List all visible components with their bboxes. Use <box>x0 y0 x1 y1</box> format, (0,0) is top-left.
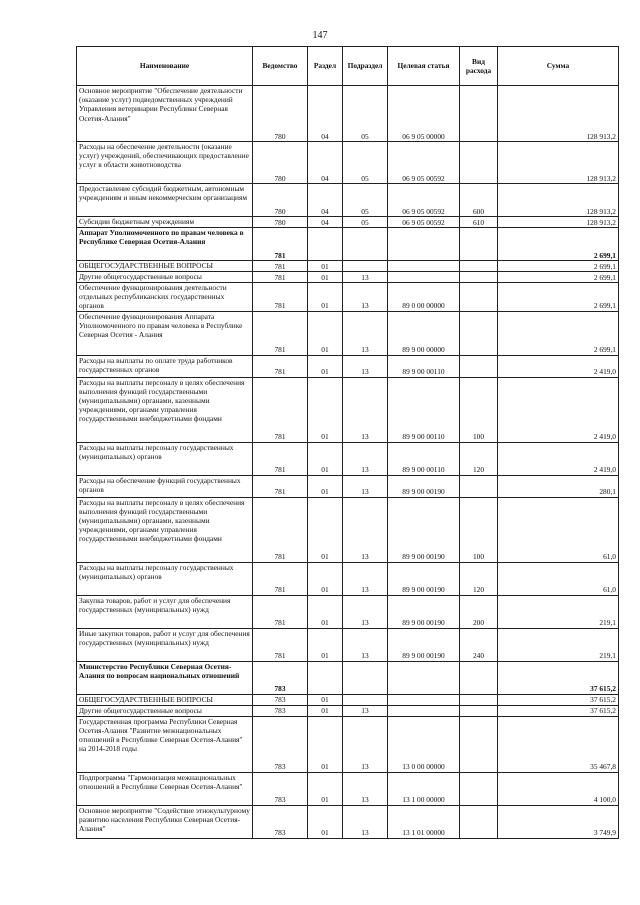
cell-section: 01 <box>308 705 343 716</box>
cell-dept: 781 <box>253 595 308 628</box>
cell-exp: 120 <box>460 562 498 595</box>
cell-exp <box>460 355 498 377</box>
cell-exp <box>460 142 498 184</box>
cell-sum: 219,1 <box>498 628 619 661</box>
cell-subsection <box>343 661 388 694</box>
cell-subsection: 13 <box>343 772 388 805</box>
cell-name: Расходы на выплаты по оплате труда работников государственных органов <box>77 355 253 377</box>
cell-sum: 219,1 <box>498 595 619 628</box>
cell-sum: 61,0 <box>498 562 619 595</box>
table-row <box>77 355 619 377</box>
cell-dept: 781 <box>253 442 308 475</box>
cell-item: 89 9 00 00000 <box>388 311 460 355</box>
cell-subsection: 13 <box>343 311 388 355</box>
cell-dept: 783 <box>253 805 308 838</box>
cell-item <box>388 272 460 283</box>
cell-item: 13 1 01 00000 <box>388 805 460 838</box>
header-section: Раздел <box>308 47 343 86</box>
cell-dept: 781 <box>253 377 308 442</box>
cell-dept: 781 <box>253 628 308 661</box>
table-row <box>77 217 619 228</box>
cell-subsection <box>343 261 388 272</box>
cell-sum: 2 699,1 <box>498 272 619 283</box>
cell-sum: 37 615,2 <box>498 694 619 705</box>
cell-name: Расходы на обеспечение деятельности (оказание услуг) учреждений, обеспечивающих предоставление услуг в области животноводства <box>77 142 253 184</box>
table-row <box>77 442 619 475</box>
cell-exp <box>460 694 498 705</box>
table-row <box>77 497 619 562</box>
cell-exp: 120 <box>460 442 498 475</box>
cell-section: 01 <box>308 311 343 355</box>
cell-name: Государственная программа Республики Северная Осетия-Алания "Развитие межнациональных отношений в Республике Северная Осетия-Алания" на 2014-2018 годы <box>77 716 253 772</box>
cell-dept: 780 <box>253 86 308 142</box>
cell-sum: 37 615,2 <box>498 661 619 694</box>
cell-subsection: 13 <box>343 805 388 838</box>
cell-subsection: 13 <box>343 475 388 497</box>
cell-item: 89 9 00 00190 <box>388 628 460 661</box>
cell-name: Обеспечение функционирования деятельности отдельных республиканских государственных органов <box>77 283 253 312</box>
cell-item <box>388 261 460 272</box>
cell-item: 89 9 00 00190 <box>388 595 460 628</box>
cell-sum: 2 419,0 <box>498 355 619 377</box>
cell-exp <box>460 228 498 261</box>
cell-exp <box>460 311 498 355</box>
cell-exp <box>460 705 498 716</box>
table-row <box>77 311 619 355</box>
cell-item: 06 9 05 00592 <box>388 184 460 217</box>
cell-section <box>308 228 343 261</box>
cell-section: 01 <box>308 283 343 312</box>
header-item: Целевая статья <box>388 47 460 86</box>
cell-item: 13 0 00 00000 <box>388 716 460 772</box>
cell-name: Расходы на обеспечение функций государственных органов <box>77 475 253 497</box>
cell-section: 01 <box>308 261 343 272</box>
cell-name: Расходы на выплаты персоналу в целях обеспечения выполнения функций государственными (муниципальными) органами, казенными учреждениями, органами управления государственными внебюджетными фондами <box>77 377 253 442</box>
table-row <box>77 705 619 716</box>
cell-dept: 781 <box>253 355 308 377</box>
header-name: Наименование <box>77 47 253 86</box>
cell-subsection: 13 <box>343 272 388 283</box>
cell-section: 01 <box>308 628 343 661</box>
cell-sum: 37 615,2 <box>498 705 619 716</box>
cell-item: 89 9 00 00190 <box>388 497 460 562</box>
cell-name: Другие общегосударственные вопросы <box>77 705 253 716</box>
cell-exp: 100 <box>460 497 498 562</box>
table-row <box>77 228 619 261</box>
cell-item: 06 9 05 00000 <box>388 86 460 142</box>
cell-name: Расходы на выплаты персоналу государственных (муниципальных) органов <box>77 562 253 595</box>
cell-name: Министерство Республики Северная Осетия-Алания по вопросам национальных отношений <box>77 661 253 694</box>
table-row <box>77 595 619 628</box>
cell-name: Основное мероприятие "Содействие этнокультурному развитию населения Республики Северная Осетия-Алания" <box>77 805 253 838</box>
table-row <box>77 628 619 661</box>
cell-name: Подпрограмма "Гармонизация межнациональных отношений в Республике Северная Осетия-Алания" <box>77 772 253 805</box>
cell-sum: 128 913,2 <box>498 184 619 217</box>
cell-item <box>388 228 460 261</box>
table-row <box>77 716 619 772</box>
cell-subsection: 13 <box>343 355 388 377</box>
cell-sum: 2 419,0 <box>498 442 619 475</box>
cell-subsection: 13 <box>343 283 388 312</box>
cell-exp: 200 <box>460 595 498 628</box>
cell-dept: 781 <box>253 228 308 261</box>
table-row <box>77 86 619 142</box>
cell-item: 89 0 00 00000 <box>388 283 460 312</box>
cell-sum: 4 100,0 <box>498 772 619 805</box>
header-sum: Сумма <box>498 47 619 86</box>
cell-name: Иные закупки товаров, работ и услуг для обеспечения государственных (муниципальных) нужд <box>77 628 253 661</box>
cell-section: 04 <box>308 142 343 184</box>
cell-item: 89 9 00 00110 <box>388 442 460 475</box>
cell-dept: 781 <box>253 261 308 272</box>
cell-sum: 280,1 <box>498 475 619 497</box>
cell-section: 04 <box>308 86 343 142</box>
cell-sum: 128 913,2 <box>498 217 619 228</box>
cell-subsection: 13 <box>343 497 388 562</box>
header-dept: Ведомство <box>253 47 308 86</box>
cell-item: 06 9 05 00592 <box>388 217 460 228</box>
cell-name: ОБЩЕГОСУДАРСТВЕННЫЕ ВОПРОСЫ <box>77 694 253 705</box>
table-row <box>77 142 619 184</box>
cell-subsection: 13 <box>343 628 388 661</box>
cell-exp <box>460 261 498 272</box>
cell-sum: 2 699,1 <box>498 311 619 355</box>
cell-item <box>388 661 460 694</box>
cell-subsection <box>343 228 388 261</box>
cell-item <box>388 705 460 716</box>
page-number: 147 <box>312 30 328 41</box>
cell-section: 01 <box>308 475 343 497</box>
header-exp: Вид расхода <box>460 47 498 86</box>
table-row <box>77 184 619 217</box>
header-row <box>77 47 619 86</box>
cell-name: Аппарат Уполномоченного по правам человека в Республике Северная Осетия-Алания <box>77 228 253 261</box>
cell-section: 04 <box>308 184 343 217</box>
cell-subsection: 05 <box>343 86 388 142</box>
cell-item: 06 9 05 00592 <box>388 142 460 184</box>
cell-section: 01 <box>308 694 343 705</box>
cell-dept: 781 <box>253 272 308 283</box>
cell-name: Обеспечение функционирования Аппарата Уполномоченного по правам человека в Республике Северная Осетия - Алания <box>77 311 253 355</box>
cell-dept: 780 <box>253 142 308 184</box>
cell-section: 01 <box>308 805 343 838</box>
cell-section: 01 <box>308 377 343 442</box>
cell-dept: 780 <box>253 184 308 217</box>
cell-name: Расходы на выплаты персоналу в целях обеспечения выполнения функций государственными (муниципальными) органами, казенными учреждениями, органами управления государственными внебюджетными фондами <box>77 497 253 562</box>
table-row <box>77 562 619 595</box>
cell-sum: 61,0 <box>498 497 619 562</box>
cell-dept: 781 <box>253 497 308 562</box>
cell-dept: 781 <box>253 475 308 497</box>
table-row <box>77 661 619 694</box>
cell-section: 01 <box>308 272 343 283</box>
cell-exp <box>460 716 498 772</box>
cell-exp <box>460 475 498 497</box>
table-row <box>77 283 619 312</box>
cell-section: 01 <box>308 772 343 805</box>
cell-item: 89 9 00 00110 <box>388 355 460 377</box>
cell-name: ОБЩЕГОСУДАРСТВЕННЫЕ ВОПРОСЫ <box>77 261 253 272</box>
cell-exp <box>460 772 498 805</box>
table-row <box>77 805 619 838</box>
cell-section: 01 <box>308 442 343 475</box>
cell-subsection: 05 <box>343 184 388 217</box>
cell-dept: 783 <box>253 694 308 705</box>
cell-sum: 2 699,1 <box>498 261 619 272</box>
cell-item: 89 9 00 00190 <box>388 562 460 595</box>
cell-section: 01 <box>308 716 343 772</box>
cell-subsection: 13 <box>343 562 388 595</box>
cell-subsection: 13 <box>343 705 388 716</box>
header-subsection: Подраздел <box>343 47 388 86</box>
cell-subsection: 13 <box>343 377 388 442</box>
cell-exp <box>460 805 498 838</box>
cell-subsection: 05 <box>343 142 388 184</box>
cell-item: 89 9 00 00110 <box>388 377 460 442</box>
budget-table <box>76 46 619 839</box>
cell-subsection <box>343 694 388 705</box>
cell-sum: 128 913,2 <box>498 86 619 142</box>
table-row <box>77 772 619 805</box>
cell-exp <box>460 283 498 312</box>
cell-exp <box>460 272 498 283</box>
cell-dept: 781 <box>253 562 308 595</box>
cell-sum: 3 749,9 <box>498 805 619 838</box>
cell-name: Закупка товаров, работ и услуг для обеспечения государственных (муниципальных) нужд <box>77 595 253 628</box>
cell-section: 01 <box>308 355 343 377</box>
cell-name: Другие общегосударственные вопросы <box>77 272 253 283</box>
cell-dept: 783 <box>253 705 308 716</box>
cell-dept: 783 <box>253 716 308 772</box>
cell-subsection: 05 <box>343 217 388 228</box>
cell-exp: 240 <box>460 628 498 661</box>
cell-item: 13 1 00 00000 <box>388 772 460 805</box>
cell-exp: 100 <box>460 377 498 442</box>
cell-section: 01 <box>308 497 343 562</box>
cell-sum: 128 913,2 <box>498 142 619 184</box>
cell-sum: 2 699,1 <box>498 283 619 312</box>
cell-exp <box>460 86 498 142</box>
table-row <box>77 272 619 283</box>
cell-dept: 783 <box>253 772 308 805</box>
cell-sum: 2 419,0 <box>498 377 619 442</box>
cell-subsection: 13 <box>343 595 388 628</box>
cell-exp: 600 <box>460 184 498 217</box>
cell-exp <box>460 661 498 694</box>
table-row <box>77 377 619 442</box>
table-row <box>77 694 619 705</box>
cell-dept: 780 <box>253 217 308 228</box>
table-row <box>77 261 619 272</box>
cell-section: 01 <box>308 562 343 595</box>
cell-name: Субсидии бюджетным учреждениям <box>77 217 253 228</box>
cell-subsection: 13 <box>343 716 388 772</box>
cell-exp: 610 <box>460 217 498 228</box>
cell-subsection: 13 <box>343 442 388 475</box>
cell-name: Основное мероприятие "Обеспечение деятельности (оказание услуг) подведомственных учреждений Управления ветеринарии Республики Северная Осетия-Алания" <box>77 86 253 142</box>
cell-section: 01 <box>308 595 343 628</box>
cell-dept: 783 <box>253 661 308 694</box>
cell-sum: 2 699,1 <box>498 228 619 261</box>
cell-name: Расходы на выплаты персоналу государственных (муниципальных) органов <box>77 442 253 475</box>
cell-section: 04 <box>308 217 343 228</box>
cell-dept: 781 <box>253 311 308 355</box>
cell-item: 89 9 00 00190 <box>388 475 460 497</box>
cell-name: Предоставление субсидий бюджетным, автономным учреждениям и иным некоммерческим организациям <box>77 184 253 217</box>
cell-section <box>308 661 343 694</box>
cell-sum: 35 467,8 <box>498 716 619 772</box>
table-row <box>77 475 619 497</box>
cell-dept: 781 <box>253 283 308 312</box>
cell-item <box>388 694 460 705</box>
